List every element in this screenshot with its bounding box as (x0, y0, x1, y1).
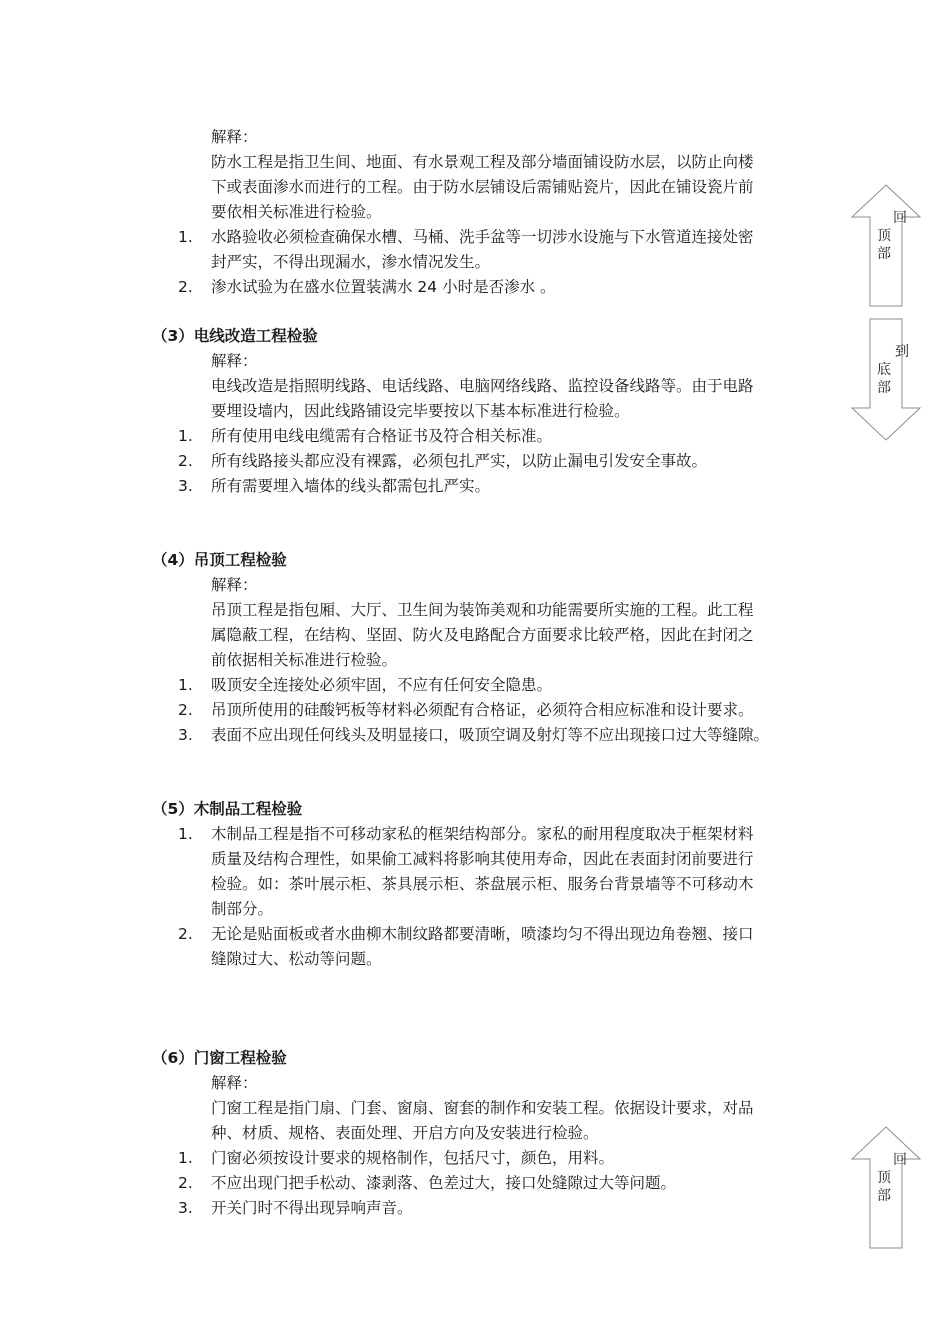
list-item-line: 表面不应出现任何线头及明显接口，吸顶空调及射灯等不应出现接口过大等缝隙。 (211, 726, 770, 744)
back-to-top-label: 顶 (877, 228, 891, 244)
list-item-line: 缝隙过大、松动等问题。 (211, 950, 382, 968)
list-number: 2. (178, 925, 193, 943)
explanation-label: 解释： (211, 352, 258, 370)
back-to-top-button[interactable] (851, 184, 921, 308)
list-number: 1. (178, 427, 193, 445)
explanation-line: 要埋设墙内，因此线路铺设完毕要按以下基本标准进行检验。 (211, 402, 630, 420)
explanation-line: 防水工程是指卫生间、地面、有水景观工程及部分墙面铺设防水层，以防止向楼 (211, 153, 754, 171)
list-item-line: 封严实，不得出现漏水，渗水情况发生。 (211, 253, 491, 271)
explanation-line: 要依相关标准进行检验。 (211, 203, 382, 221)
explanation-label: 解释： (211, 128, 258, 146)
list-number: 2. (178, 452, 193, 470)
back-to-top-label: 回 (893, 210, 907, 226)
explanation-line: 下或表面渗水而进行的工程。由于防水层铺设后需铺贴瓷片，因此在铺设瓷片前 (211, 178, 754, 196)
section-heading: （4）吊顶工程检验 (152, 551, 287, 569)
back-to-top-label: 部 (877, 246, 891, 262)
list-item-line: 渗水试验为在盛水位置装满水 24 小时是否渗水 。 (211, 278, 556, 296)
list-item-line: 水路验收必须检查确保水槽、马桶、洗手盆等一切涉水设施与下水管道连接处密 (211, 228, 754, 246)
list-number: 2. (178, 1174, 193, 1192)
list-item-line: 无论是贴面板或者水曲柳木制纹路都要清晰，喷漆均匀不得出现边角卷翘、接口 (211, 925, 754, 943)
list-item-line: 所有线路接头都应没有裸露，必须包扎严实，以防止漏电引发安全事故。 (211, 452, 708, 470)
to-bottom-label: 到 (895, 344, 909, 360)
to-bottom-label: 部 (877, 380, 891, 396)
section-heading: （3）电线改造工程检验 (152, 327, 318, 345)
list-item-line: 所有需要埋入墙体的线头都需包扎严实。 (211, 477, 491, 495)
explanation-label: 解释： (211, 576, 258, 594)
list-item-line: 吊顶所使用的硅酸钙板等材料必须配有合格证，必须符合相应标准和设计要求。 (211, 701, 754, 719)
back-to-top-label: 回 (893, 1152, 907, 1168)
to-bottom-button[interactable] (851, 318, 921, 442)
section-heading: （5）木制品工程检验 (152, 800, 303, 818)
explanation-line: 前依据相关标准进行检验。 (211, 651, 398, 669)
list-number: 3. (178, 1199, 193, 1217)
list-item-line: 木制品工程是指不可移动家私的框架结构部分。家私的耐用程度取决于框架材料 (211, 825, 754, 843)
explanation-line: 门窗工程是指门扇、门套、窗扇、窗套的制作和安装工程。依据设计要求，对品 (211, 1099, 754, 1117)
explanation-line: 吊顶工程是指包厢、大厅、卫生间为装饰美观和功能需要所实施的工程。此工程 (211, 601, 754, 619)
explanation-line: 电线改造是指照明线路、电话线路、电脑网络线路、监控设备线路等。由于电路 (211, 377, 754, 395)
list-number: 2. (178, 701, 193, 719)
list-item-line: 开关门时不得出现异响声音。 (211, 1199, 413, 1217)
list-number: 1. (178, 676, 193, 694)
list-item-line: 吸顶安全连接处必须牢固，不应有任何安全隐患。 (211, 676, 553, 694)
section-heading: （6）门窗工程检验 (152, 1049, 287, 1067)
list-item-line: 门窗必须按设计要求的规格制作，包括尺寸，颜色，用料。 (211, 1149, 615, 1167)
list-item-line: 不应出现门把手松动、漆剥落、色差过大，接口处缝隙过大等问题。 (211, 1174, 677, 1192)
explanation-label: 解释： (211, 1074, 258, 1092)
back-to-top-label: 部 (877, 1188, 891, 1204)
back-to-top-button-bottom[interactable] (851, 1126, 921, 1250)
list-number: 1. (178, 228, 193, 246)
explanation-line: 种、材质、规格、表面处理、开启方向及安装进行检验。 (211, 1124, 599, 1142)
list-item-line: 检验。如：茶叶展示柜、茶具展示柜、茶盘展示柜、服务台背景墙等不可移动木 (211, 875, 754, 893)
list-item-line: 制部分。 (211, 900, 274, 918)
to-bottom-label: 底 (877, 362, 891, 378)
list-number: 2. (178, 278, 193, 296)
list-number: 1. (178, 825, 193, 843)
list-item-line: 质量及结构合理性，如果偷工减料将影响其使用寿命，因此在表面封闭前要进行 (211, 850, 754, 868)
list-number: 1. (178, 1149, 193, 1167)
list-item-line: 所有使用电线电缆需有合格证书及符合相关标准。 (211, 427, 553, 445)
list-number: 3. (178, 477, 193, 495)
back-to-top-label: 顶 (877, 1170, 891, 1186)
list-number: 3. (178, 726, 193, 744)
explanation-line: 属隐蔽工程，在结构、坚固、防火及电路配合方面要求比较严格，因此在封闭之 (211, 626, 754, 644)
